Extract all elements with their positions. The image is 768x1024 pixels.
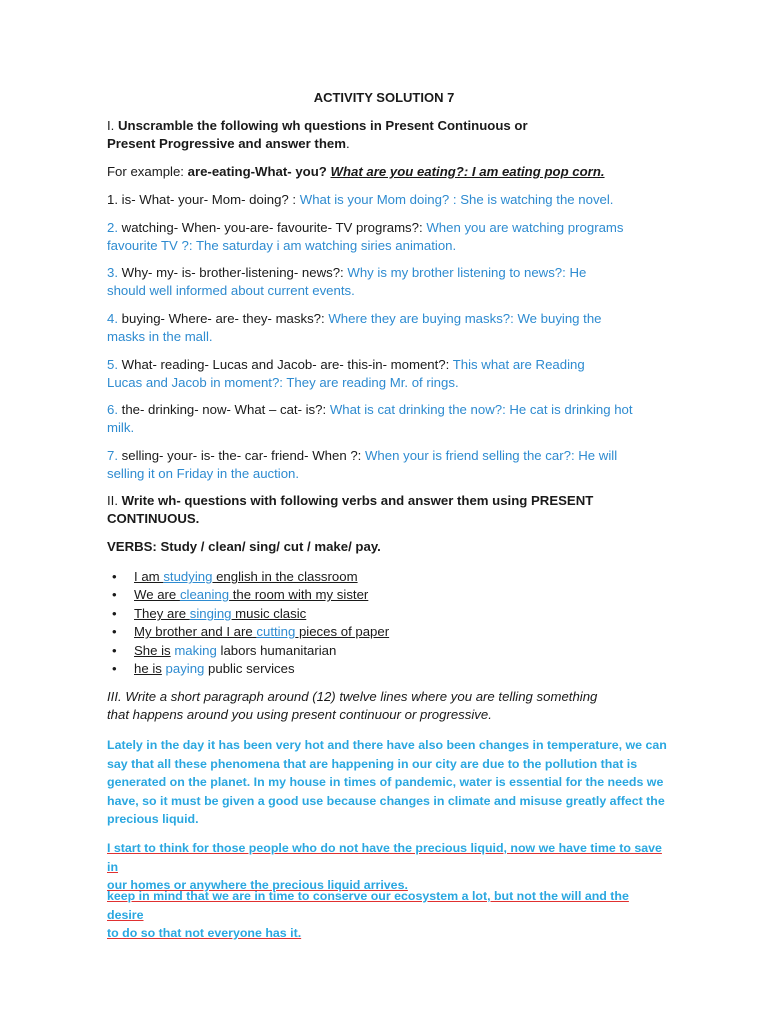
bullet-post: public services [204,661,295,676]
item-answer-cont: selling it on Friday in the auction. [107,466,300,481]
item-question: is- What- your- Mom- doing? : [118,192,300,207]
question-item-3 [107,264,667,300]
item-answer: What is your Mom doing? : She is watching the novel. [299,192,614,207]
question-item-2 [107,219,667,255]
paragraph-line: Lately in the day it has been very hot and there have also been changes in temperature, we can [107,738,667,752]
part1-instr-line2: Present Progressive and answer them [107,136,346,151]
item-answer-cont: Lucas and Jacob in moment?: They are reading Mr. of rings. [107,375,459,390]
part2-instr-line1: Write wh- questions with following verbs and answer them using PRESENT [121,493,594,508]
bullet-post: english in the classroom [212,569,358,584]
verbs-line: VERBS: Study / clean/ sing/ cut / make/ pay. [107,539,381,554]
example-question: are-eating-What- you? [187,164,331,179]
part3-instr-line2: that happens around you using present continuour or progressive. [107,707,492,722]
item-answer: When your is friend selling the car?: He will [364,448,618,463]
paragraph-line: generated on the planet. In my house in times of pandemic, water is essential for the needs we [107,775,664,789]
item-answer: This what are Reading [452,357,585,372]
item-number: 3. [107,265,118,280]
bullet-pre: She is [134,643,171,658]
bullet-pre: he is [134,661,162,676]
bullet-verb: cleaning [179,587,230,602]
paragraph-line: to do so that not everyone has it. [107,926,302,940]
part1-instructions [107,117,667,153]
item-number: 7. [107,448,118,463]
item-number: 5. [107,357,118,372]
bullet-pre: We are [134,587,180,602]
bullet-verb: studying [163,569,213,584]
item-number: 1. [107,192,118,207]
item-answer: What is cat drinking the now?: He cat is drinking hot [329,402,633,417]
bullet-icon: • [112,587,117,602]
part2-number: II. [107,493,122,508]
item-question: buying- Where- are- they- masks?: [118,311,329,326]
bullet-item [112,605,307,623]
item-answer-cont: should well informed about current events. [107,283,355,298]
bullet-post: the room with my sister [229,587,369,602]
bullet-verb: singing [189,606,232,621]
item-question: Why- my- is- brother-listening- news?: [118,265,348,280]
item-answer: When you are watching programs [426,220,624,235]
bullet-icon: • [112,606,117,621]
bullet-pre: They are [134,606,190,621]
item-number: 4. [107,311,118,326]
bullet-verb: cutting [256,624,296,639]
question-item-4 [107,310,667,346]
bullet-item [112,660,295,678]
paragraph-line: have, so it must be given a good use because changes in climate and misuse greatly affect the [107,793,665,808]
question-item-7 [107,447,667,483]
question-item-1 [107,191,667,209]
bullet-icon: • [112,661,117,676]
bullet-verb: making [170,643,217,658]
part3-instructions [107,688,667,724]
bullet-item [112,568,358,586]
bullet-icon: • [112,643,117,658]
item-number: 6. [107,402,118,417]
item-number: 2. [107,220,118,235]
paragraph-1 [107,736,667,829]
bullet-item [112,586,369,604]
part1-instr-line1: Unscramble the following wh questions in Present Continuous or [118,118,528,133]
item-question: selling- your- is- the- car- friend- When ?: [118,448,365,463]
bullet-icon: • [112,624,117,639]
bullet-post: music clasic [231,606,307,621]
bullet-verb: paying [161,661,205,676]
item-answer-cont: milk. [107,420,135,435]
part1-number: I. [107,118,118,133]
item-answer: Where they are buying masks?: We buying the [328,311,602,326]
page-title: ACTIVITY SOLUTION 7 [313,90,455,105]
part3-instr-line1: III. Write a short paragraph around (12) twelve lines where you are telling something [107,689,598,704]
bullet-pre: I am [134,569,164,584]
part2-instructions [107,492,667,528]
question-item-5 [107,356,667,392]
bullet-pre: My brother and I are [134,624,257,639]
paragraph-line: our homes or anywhere the precious liquid arrives. [107,878,408,892]
example-line [107,163,667,181]
item-question: the- drinking- now- What – cat- is?: [118,402,330,417]
item-question: watching- When- you-are- favourite- TV programs?: [118,220,427,235]
bullet-item [112,642,337,660]
bullet-item [112,623,390,641]
paragraph-line: precious liquid. [107,812,199,826]
part1-instr-end: . [345,136,350,151]
bullet-icon: • [112,569,117,584]
paragraph-line: say that all these phenomena that are happening in our city are due to the pollution that is [107,756,638,771]
example-answer: What are you eating?: I am eating pop corn. [330,164,605,179]
item-answer: Why is my brother listening to news?: He [347,265,587,280]
item-answer-cont: masks in the mall. [107,329,213,344]
part2-instr-line2: CONTINUOUS. [107,511,200,526]
question-item-6 [107,401,667,437]
example-label: For example: [107,164,188,179]
paragraph-3 [107,887,667,943]
item-question: What- reading- Lucas and Jacob- are- this-in- moment?: [118,357,453,372]
item-answer-cont: favourite TV ?: The saturday i am watching siries animation. [107,238,457,253]
bullet-post: pieces of paper [295,624,390,639]
paragraph-line: keep in mind that we are in time to conserve our ecosystem a lot, but not the will and the desire [107,889,629,922]
bullet-post: labors humanitarian [216,643,337,658]
paragraph-line: I start to think for those people who do not have the precious liquid, now we have time to save in [107,841,662,874]
